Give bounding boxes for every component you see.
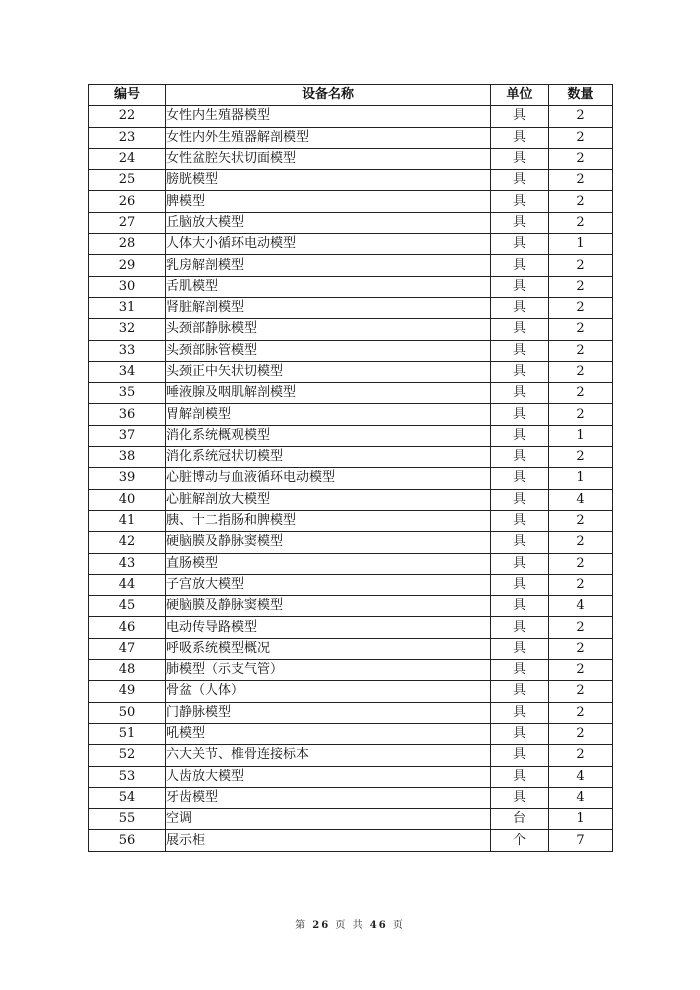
cell-unit: 具 <box>491 553 549 574</box>
cell-quantity: 2 <box>549 638 613 659</box>
cell-unit: 具 <box>491 510 549 531</box>
cell-number: 49 <box>89 681 166 702</box>
cell-equipment-name: 吼模型 <box>166 723 491 744</box>
cell-number: 26 <box>89 191 166 212</box>
table-row <box>89 425 613 446</box>
cell-quantity: 4 <box>549 787 613 808</box>
cell-unit: 具 <box>491 660 549 681</box>
cell-number: 53 <box>89 766 166 787</box>
cell-quantity: 1 <box>549 468 613 489</box>
cell-quantity: 2 <box>549 127 613 148</box>
cell-unit: 具 <box>491 191 549 212</box>
cell-number: 38 <box>89 447 166 468</box>
cell-unit: 具 <box>491 148 549 169</box>
cell-equipment-name: 电动传导路模型 <box>166 617 491 638</box>
cell-number: 45 <box>89 596 166 617</box>
cell-number: 47 <box>89 638 166 659</box>
cell-equipment-name: 脾模型 <box>166 191 491 212</box>
cell-equipment-name: 骨盆（人体） <box>166 681 491 702</box>
footer-prefix: 第 <box>295 920 308 931</box>
cell-number: 35 <box>89 383 166 404</box>
cell-number: 41 <box>89 510 166 531</box>
footer-suffix: 页 <box>392 920 405 931</box>
table-row <box>89 148 613 169</box>
cell-number: 51 <box>89 723 166 744</box>
cell-number: 30 <box>89 276 166 297</box>
cell-unit: 具 <box>491 340 549 361</box>
cell-equipment-name: 硬脑膜及静脉窦模型 <box>166 532 491 553</box>
cell-equipment-name: 六大关节、椎骨连接标本 <box>166 745 491 766</box>
cell-quantity: 2 <box>549 212 613 233</box>
cell-equipment-name: 女性内外生殖器解剖模型 <box>166 127 491 148</box>
cell-equipment-name: 乳房解剖模型 <box>166 255 491 276</box>
header-unit: 单位 <box>491 85 549 106</box>
cell-quantity: 2 <box>549 106 613 127</box>
table-row <box>89 191 613 212</box>
table-row <box>89 681 613 702</box>
table-row <box>89 106 613 127</box>
cell-number: 36 <box>89 404 166 425</box>
cell-number: 54 <box>89 787 166 808</box>
table-header-row <box>89 85 613 106</box>
cell-equipment-name: 舌肌模型 <box>166 276 491 297</box>
cell-number: 31 <box>89 297 166 318</box>
table-row <box>89 255 613 276</box>
cell-equipment-name: 头颈部脉管模型 <box>166 340 491 361</box>
cell-number: 37 <box>89 425 166 446</box>
cell-number: 52 <box>89 745 166 766</box>
table-row <box>89 766 613 787</box>
cell-quantity: 2 <box>549 170 613 191</box>
cell-quantity: 2 <box>549 276 613 297</box>
header-quantity: 数量 <box>549 85 613 106</box>
table-row <box>89 361 613 382</box>
cell-unit: 具 <box>491 532 549 553</box>
header-equipment-name: 设备名称 <box>166 85 491 106</box>
cell-number: 43 <box>89 553 166 574</box>
cell-unit: 具 <box>491 702 549 723</box>
cell-unit: 具 <box>491 447 549 468</box>
cell-number: 27 <box>89 212 166 233</box>
cell-unit: 个 <box>491 830 549 851</box>
table-row <box>89 596 613 617</box>
table-row <box>89 234 613 255</box>
table-row <box>89 468 613 489</box>
cell-quantity: 2 <box>549 745 613 766</box>
cell-unit: 具 <box>491 297 549 318</box>
cell-equipment-name: 门静脉模型 <box>166 702 491 723</box>
table-row <box>89 830 613 851</box>
cell-number: 33 <box>89 340 166 361</box>
table-row <box>89 809 613 830</box>
page-footer <box>0 916 700 931</box>
cell-number: 24 <box>89 148 166 169</box>
cell-equipment-name: 肺模型（示支气管） <box>166 660 491 681</box>
cell-unit: 具 <box>491 723 549 744</box>
cell-equipment-name: 头颈部静脉模型 <box>166 319 491 340</box>
cell-number: 34 <box>89 361 166 382</box>
equipment-table <box>88 84 613 852</box>
cell-quantity: 2 <box>549 297 613 318</box>
table-row <box>89 723 613 744</box>
table-row <box>89 660 613 681</box>
cell-equipment-name: 唾液腺及咽肌解剖模型 <box>166 383 491 404</box>
cell-equipment-name: 人体大小循环电动模型 <box>166 234 491 255</box>
table-row <box>89 532 613 553</box>
cell-quantity: 2 <box>549 702 613 723</box>
cell-unit: 具 <box>491 596 549 617</box>
cell-equipment-name: 头颈正中矢状切模型 <box>166 361 491 382</box>
cell-equipment-name: 膀胱模型 <box>166 170 491 191</box>
cell-number: 22 <box>89 106 166 127</box>
cell-number: 29 <box>89 255 166 276</box>
cell-quantity: 2 <box>549 361 613 382</box>
cell-unit: 具 <box>491 234 549 255</box>
cell-number: 32 <box>89 319 166 340</box>
cell-quantity: 2 <box>549 340 613 361</box>
cell-unit: 具 <box>491 745 549 766</box>
table-row <box>89 574 613 595</box>
cell-unit: 具 <box>491 276 549 297</box>
cell-number: 25 <box>89 170 166 191</box>
table-row <box>89 319 613 340</box>
cell-equipment-name: 女性盆腔矢状切面模型 <box>166 148 491 169</box>
cell-unit: 具 <box>491 404 549 425</box>
cell-equipment-name: 肾脏解剖模型 <box>166 297 491 318</box>
cell-unit: 具 <box>491 787 549 808</box>
cell-quantity: 2 <box>549 510 613 531</box>
cell-unit: 具 <box>491 617 549 638</box>
cell-unit: 具 <box>491 106 549 127</box>
footer-total-pages: 46 <box>369 920 388 931</box>
cell-equipment-name: 展示柜 <box>166 830 491 851</box>
table-row <box>89 340 613 361</box>
footer-middle: 页 共 <box>335 920 365 931</box>
cell-quantity: 2 <box>549 617 613 638</box>
cell-equipment-name: 女性内生殖器模型 <box>166 106 491 127</box>
table-row <box>89 170 613 191</box>
cell-unit: 具 <box>491 212 549 233</box>
table-row <box>89 745 613 766</box>
cell-quantity: 1 <box>549 234 613 255</box>
cell-equipment-name: 空调 <box>166 809 491 830</box>
cell-equipment-name: 牙齿模型 <box>166 787 491 808</box>
cell-quantity: 2 <box>549 553 613 574</box>
cell-number: 44 <box>89 574 166 595</box>
cell-quantity: 4 <box>549 766 613 787</box>
cell-unit: 具 <box>491 170 549 191</box>
table-row <box>89 787 613 808</box>
cell-unit: 具 <box>491 255 549 276</box>
cell-quantity: 1 <box>549 425 613 446</box>
cell-quantity: 2 <box>549 574 613 595</box>
cell-unit: 具 <box>491 468 549 489</box>
cell-number: 55 <box>89 809 166 830</box>
cell-equipment-name: 丘脑放大模型 <box>166 212 491 233</box>
table-row <box>89 297 613 318</box>
cell-quantity: 2 <box>549 660 613 681</box>
cell-quantity: 2 <box>549 447 613 468</box>
cell-equipment-name: 呼吸系统模型概况 <box>166 638 491 659</box>
cell-quantity: 4 <box>549 489 613 510</box>
table-row <box>89 127 613 148</box>
table-row <box>89 404 613 425</box>
cell-unit: 具 <box>491 127 549 148</box>
cell-unit: 具 <box>491 574 549 595</box>
cell-number: 56 <box>89 830 166 851</box>
cell-unit: 具 <box>491 681 549 702</box>
cell-number: 40 <box>89 489 166 510</box>
cell-number: 50 <box>89 702 166 723</box>
cell-quantity: 2 <box>549 723 613 744</box>
cell-number: 23 <box>89 127 166 148</box>
cell-quantity: 2 <box>549 191 613 212</box>
cell-quantity: 2 <box>549 148 613 169</box>
cell-unit: 具 <box>491 383 549 404</box>
cell-quantity: 2 <box>549 404 613 425</box>
cell-equipment-name: 胃解剖模型 <box>166 404 491 425</box>
table-row <box>89 617 613 638</box>
cell-equipment-name: 人齿放大模型 <box>166 766 491 787</box>
cell-number: 39 <box>89 468 166 489</box>
cell-quantity: 4 <box>549 596 613 617</box>
table-row <box>89 383 613 404</box>
footer-current-page: 26 <box>312 920 331 931</box>
cell-equipment-name: 消化系统概观模型 <box>166 425 491 446</box>
cell-quantity: 2 <box>549 383 613 404</box>
cell-unit: 具 <box>491 425 549 446</box>
cell-equipment-name: 子宫放大模型 <box>166 574 491 595</box>
cell-unit: 具 <box>491 489 549 510</box>
cell-unit: 台 <box>491 809 549 830</box>
cell-number: 42 <box>89 532 166 553</box>
cell-number: 48 <box>89 660 166 681</box>
cell-equipment-name: 消化系统冠状切模型 <box>166 447 491 468</box>
table-row <box>89 212 613 233</box>
table-row <box>89 510 613 531</box>
cell-quantity: 2 <box>549 255 613 276</box>
table-row <box>89 638 613 659</box>
cell-unit: 具 <box>491 638 549 659</box>
cell-quantity: 2 <box>549 681 613 702</box>
table-row <box>89 702 613 723</box>
cell-unit: 具 <box>491 766 549 787</box>
cell-equipment-name: 硬脑膜及静脉窦模型 <box>166 596 491 617</box>
cell-equipment-name: 心脏解剖放大模型 <box>166 489 491 510</box>
cell-quantity: 2 <box>549 532 613 553</box>
cell-equipment-name: 心脏博动与血液循环电动模型 <box>166 468 491 489</box>
cell-number: 28 <box>89 234 166 255</box>
table-row <box>89 447 613 468</box>
cell-unit: 具 <box>491 319 549 340</box>
table-row <box>89 489 613 510</box>
cell-unit: 具 <box>491 361 549 382</box>
table-row <box>89 553 613 574</box>
table-row <box>89 276 613 297</box>
table-body <box>89 106 613 851</box>
cell-equipment-name: 胰、十二指肠和脾模型 <box>166 510 491 531</box>
cell-quantity: 1 <box>549 809 613 830</box>
header-number: 编号 <box>89 85 166 106</box>
cell-equipment-name: 直肠模型 <box>166 553 491 574</box>
cell-quantity: 2 <box>549 319 613 340</box>
cell-number: 46 <box>89 617 166 638</box>
cell-quantity: 7 <box>549 830 613 851</box>
